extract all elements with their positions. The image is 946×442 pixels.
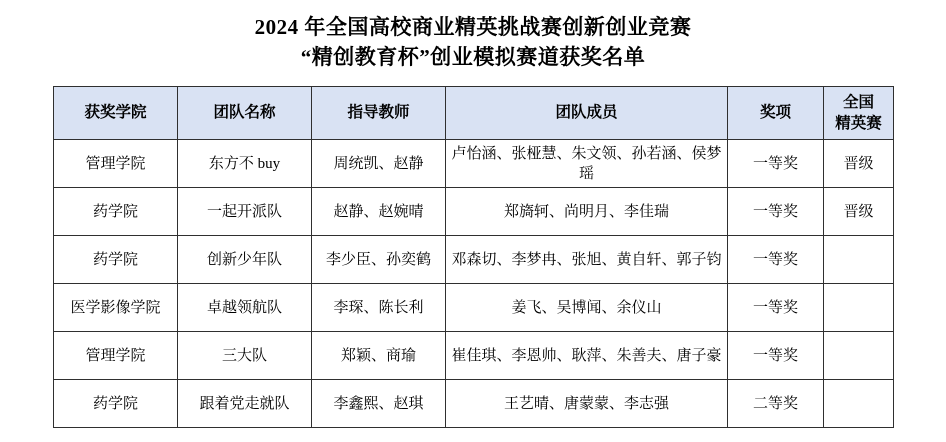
cell-team: 三大队 [178,332,312,380]
cell-award: 一等奖 [728,332,824,380]
cell-award: 二等奖 [728,380,824,428]
cell-national-final [824,380,894,428]
cell-team: 卓越领航队 [178,284,312,332]
header-college: 获奖学院 [54,87,178,140]
cell-members: 卢怡涵、张桠慧、朱文领、孙若涵、侯梦瑶 [446,140,728,188]
cell-college: 管理学院 [54,140,178,188]
table-row [54,380,894,428]
cell-teacher: 赵静、赵婉晴 [312,188,446,236]
cell-college: 药学院 [54,380,178,428]
cell-team: 跟着党走就队 [178,380,312,428]
cell-college: 药学院 [54,188,178,236]
table-row [54,236,894,284]
table-row [54,332,894,380]
table-row [54,284,894,332]
cell-college: 医学影像学院 [54,284,178,332]
header-award: 奖项 [728,87,824,140]
cell-members: 姜飞、吴博闻、余仪山 [446,284,728,332]
header-team: 团队名称 [178,87,312,140]
award-table [53,86,894,428]
cell-award: 一等奖 [728,140,824,188]
header-members: 团队成员 [446,87,728,140]
table-row [54,188,894,236]
title-line-2: “精创教育杯”创业模拟赛道获奖名单 [300,45,646,69]
cell-national-final [824,284,894,332]
cell-award: 一等奖 [728,236,824,284]
cell-award: 一等奖 [728,284,824,332]
table-row [54,140,894,188]
cell-teacher: 周统凯、赵静 [312,140,446,188]
cell-members: 郑旖轲、尚明月、李佳瑞 [446,188,728,236]
document-title [0,0,946,72]
cell-members: 邓森切、李梦冉、张旭、黄自轩、郭子钧 [446,236,728,284]
cell-national-final [824,236,894,284]
cell-members: 崔佳琪、李恩帅、耿萍、朱善夫、唐子豪 [446,332,728,380]
header-national-final-line2: 精英赛 [835,115,882,132]
header-national-final [824,87,894,140]
cell-national-final [824,332,894,380]
cell-national-final: 晋级 [824,140,894,188]
table-header-row [54,87,894,140]
cell-teacher: 郑颖、商瑜 [312,332,446,380]
cell-teacher: 李少臣、孙奕鹤 [312,236,446,284]
header-teacher: 指导教师 [312,87,446,140]
cell-teacher: 李琛、陈长利 [312,284,446,332]
cell-teacher: 李鑫熙、赵琪 [312,380,446,428]
cell-college: 管理学院 [54,332,178,380]
cell-team: 一起开派队 [178,188,312,236]
cell-members: 王艺晴、唐蒙蒙、李志强 [446,380,728,428]
cell-college: 药学院 [54,236,178,284]
cell-team: 创新少年队 [178,236,312,284]
cell-team: 东方不 buy [178,140,312,188]
title-line-1: 2024 年全国高校商业精英挑战赛创新创业竞赛 [254,15,692,39]
cell-national-final: 晋级 [824,188,894,236]
award-table-wrapper [53,86,893,428]
cell-award: 一等奖 [728,188,824,236]
header-national-final-line1: 全国 [842,94,874,111]
